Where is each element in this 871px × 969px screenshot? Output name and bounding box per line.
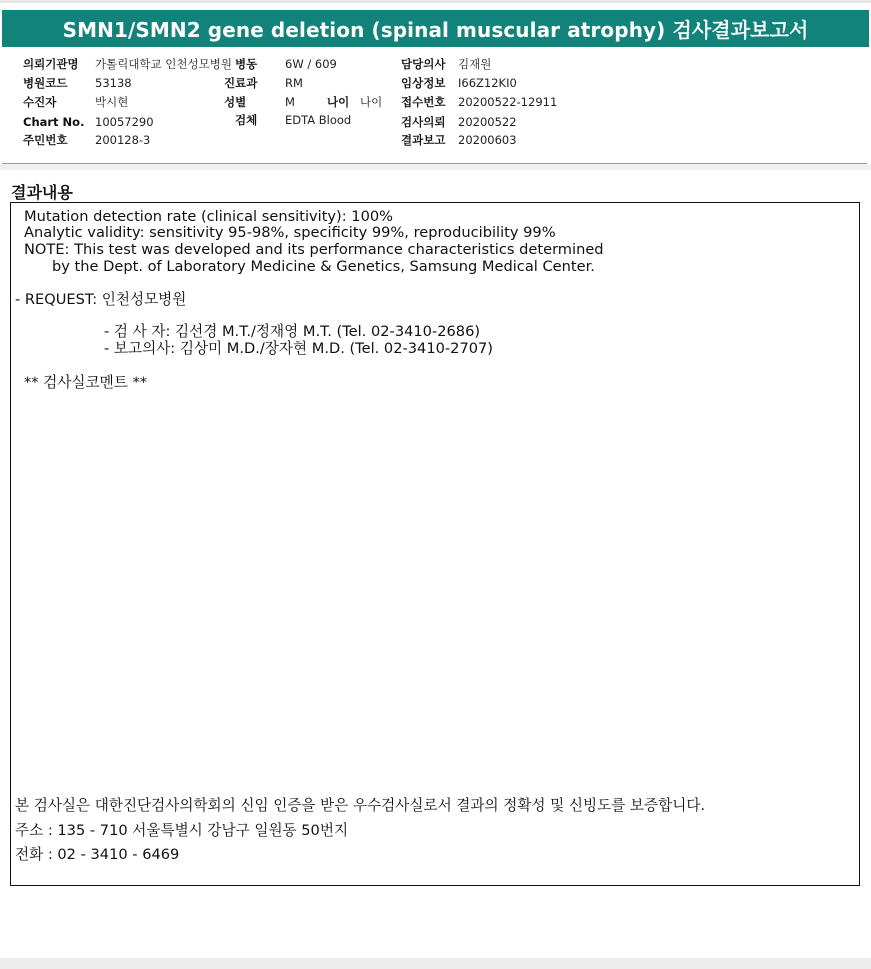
- examiner-line: - 검 사 자: 김선경 M.T./정재영 M.T. (Tel. 02-3410-2686): [104, 323, 481, 340]
- reporting-doctor-line: - 보고의사: 김상미 M.D./장자현 M.D. (Tel. 02-3410-2707): [104, 340, 493, 357]
- hospital-code-label: 병원코드: [23, 76, 68, 90]
- lab-comment-heading: ** 검사실코멘트 **: [24, 374, 148, 391]
- certification-statement: 본 검사실은 대한진단검사의학회의 신임 인증을 받은 우수검사실로서 결과의 정확성 및 신빙도를 보증합니다.: [15, 797, 706, 814]
- reported-label: 결과보고: [401, 133, 446, 147]
- age-label: 나이: [327, 95, 350, 109]
- specimen-value: EDTA Blood: [285, 113, 352, 127]
- top-border: [0, 0, 871, 3]
- ward-value: 6W / 609: [285, 57, 337, 71]
- accession-label: 접수번호: [401, 95, 446, 109]
- results-panel: [10, 202, 860, 886]
- attending-value: 김재원: [458, 57, 492, 71]
- institution-label: 의뢰기관명: [23, 57, 79, 71]
- lab-address: 주소 : 135 - 710 서울특별시 강남구 일원동 50번지: [15, 822, 349, 839]
- specimen-label: 검체: [235, 113, 258, 127]
- accession-value: 20200522-12911: [458, 95, 558, 109]
- bottom-bar: [0, 958, 871, 969]
- ward-label: 병동: [235, 57, 258, 71]
- requested-value: 20200522: [458, 115, 517, 129]
- resident-no-label: 주민번호: [23, 133, 68, 147]
- age-value: 나이: [360, 95, 383, 109]
- recipient-value: 박시현: [95, 95, 129, 109]
- detection-rate-line: Mutation detection rate (clinical sensitivity): 100%: [24, 208, 394, 225]
- lab-phone: 전화 : 02 - 3410 - 6469: [15, 846, 180, 863]
- requested-label: 검사의뢰: [401, 115, 446, 129]
- institution-value: 가톨릭대학교 인천성모병원: [95, 57, 232, 71]
- report-title: SMN1/SMN2 gene deletion (spinal muscular atrophy) 검사결과보고서: [2, 10, 869, 47]
- reported-value: 20200603: [458, 133, 517, 147]
- analytic-validity-line: Analytic validity: sensitivity 95-98%, specificity 99%, reproducibility 99%: [24, 224, 556, 241]
- patient-info-panel: [2, 50, 867, 164]
- sex-label: 성별: [224, 95, 247, 109]
- department-value: RM: [285, 76, 303, 90]
- note-continuation-line: by the Dept. of Laboratory Medicine & Genetics, Samsung Medical Center.: [52, 258, 595, 275]
- results-heading: 결과내용: [11, 183, 73, 202]
- chart-no-value: 10057290: [95, 115, 154, 129]
- sex-value: M: [285, 95, 295, 109]
- clinical-info-label: 임상정보: [401, 76, 446, 90]
- request-line: - REQUEST: 인천성모병원: [15, 291, 187, 308]
- section-divider: [0, 164, 871, 170]
- department-label: 진료과: [224, 76, 258, 90]
- resident-no-value: 200128-3: [95, 133, 151, 147]
- chart-no-label: Chart No.: [23, 115, 85, 129]
- clinical-info-value: I66Z12KI0: [458, 76, 517, 90]
- hospital-code-value: 53138: [95, 76, 132, 90]
- attending-label: 담당의사: [401, 57, 446, 71]
- note-line: NOTE: This test was developed and its performance characteristics determined: [24, 241, 604, 258]
- recipient-label: 수진자: [23, 95, 57, 109]
